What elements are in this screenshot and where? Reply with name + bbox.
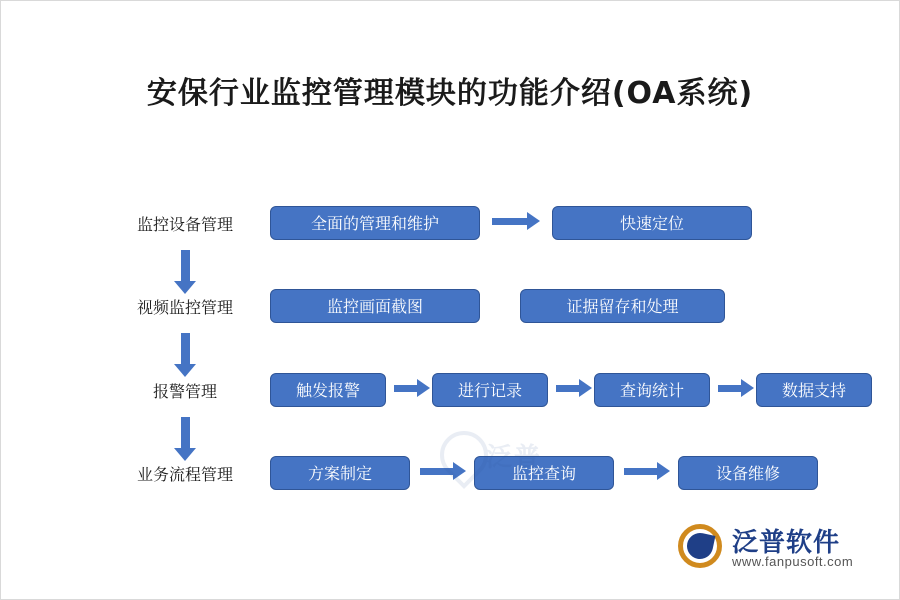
logo-mark-icon [678, 524, 722, 568]
node-row4-box1[interactable]: 方案制定 [270, 456, 410, 490]
arrow-vertical-2 [176, 333, 194, 377]
row-label-business-process: 业务流程管理 [136, 464, 233, 484]
row-label-alarm: 报警管理 [152, 381, 217, 401]
logo-company-name: 泛普软件 [732, 528, 841, 558]
node-row3-box2[interactable]: 进行记录 [432, 373, 548, 407]
node-row4-box3[interactable]: 设备维修 [678, 456, 818, 490]
node-row3-box4[interactable]: 数据支持 [756, 373, 872, 407]
arrow-row3-3 [718, 382, 754, 394]
diagram-row-3 [0, 372, 900, 408]
node-row2-box1[interactable]: 监控画面截图 [270, 289, 480, 323]
node-row4-box2[interactable]: 监控查询 [474, 456, 614, 490]
node-row1-box2[interactable]: 快速定位 [552, 206, 752, 240]
node-row3-box3[interactable]: 查询统计 [594, 373, 710, 407]
flow-diagram [0, 150, 900, 530]
arrow-row3-1 [394, 382, 430, 394]
node-row1-box1[interactable]: 全面的管理和维护 [270, 206, 480, 240]
diagram-row-1 [0, 205, 900, 241]
company-logo [678, 522, 878, 578]
row-label-video-monitoring: 视频监控管理 [136, 297, 233, 317]
logo-website-url: www.fanpusoft.com [732, 554, 854, 569]
diagram-row-2 [0, 288, 900, 324]
row-label-monitoring-device: 监控设备管理 [136, 214, 233, 234]
arrow-row4-1 [420, 465, 466, 477]
node-row3-box1[interactable]: 触发报警 [270, 373, 386, 407]
arrow-row3-2 [556, 382, 592, 394]
page-title: 安保行业监控管理模块的功能介绍(OA系统) [146, 76, 754, 111]
diagram-row-4 [0, 455, 900, 491]
arrow-row4-2 [624, 465, 670, 477]
arrow-row1-1 [492, 215, 540, 227]
node-row2-box2[interactable]: 证据留存和处理 [520, 289, 725, 323]
